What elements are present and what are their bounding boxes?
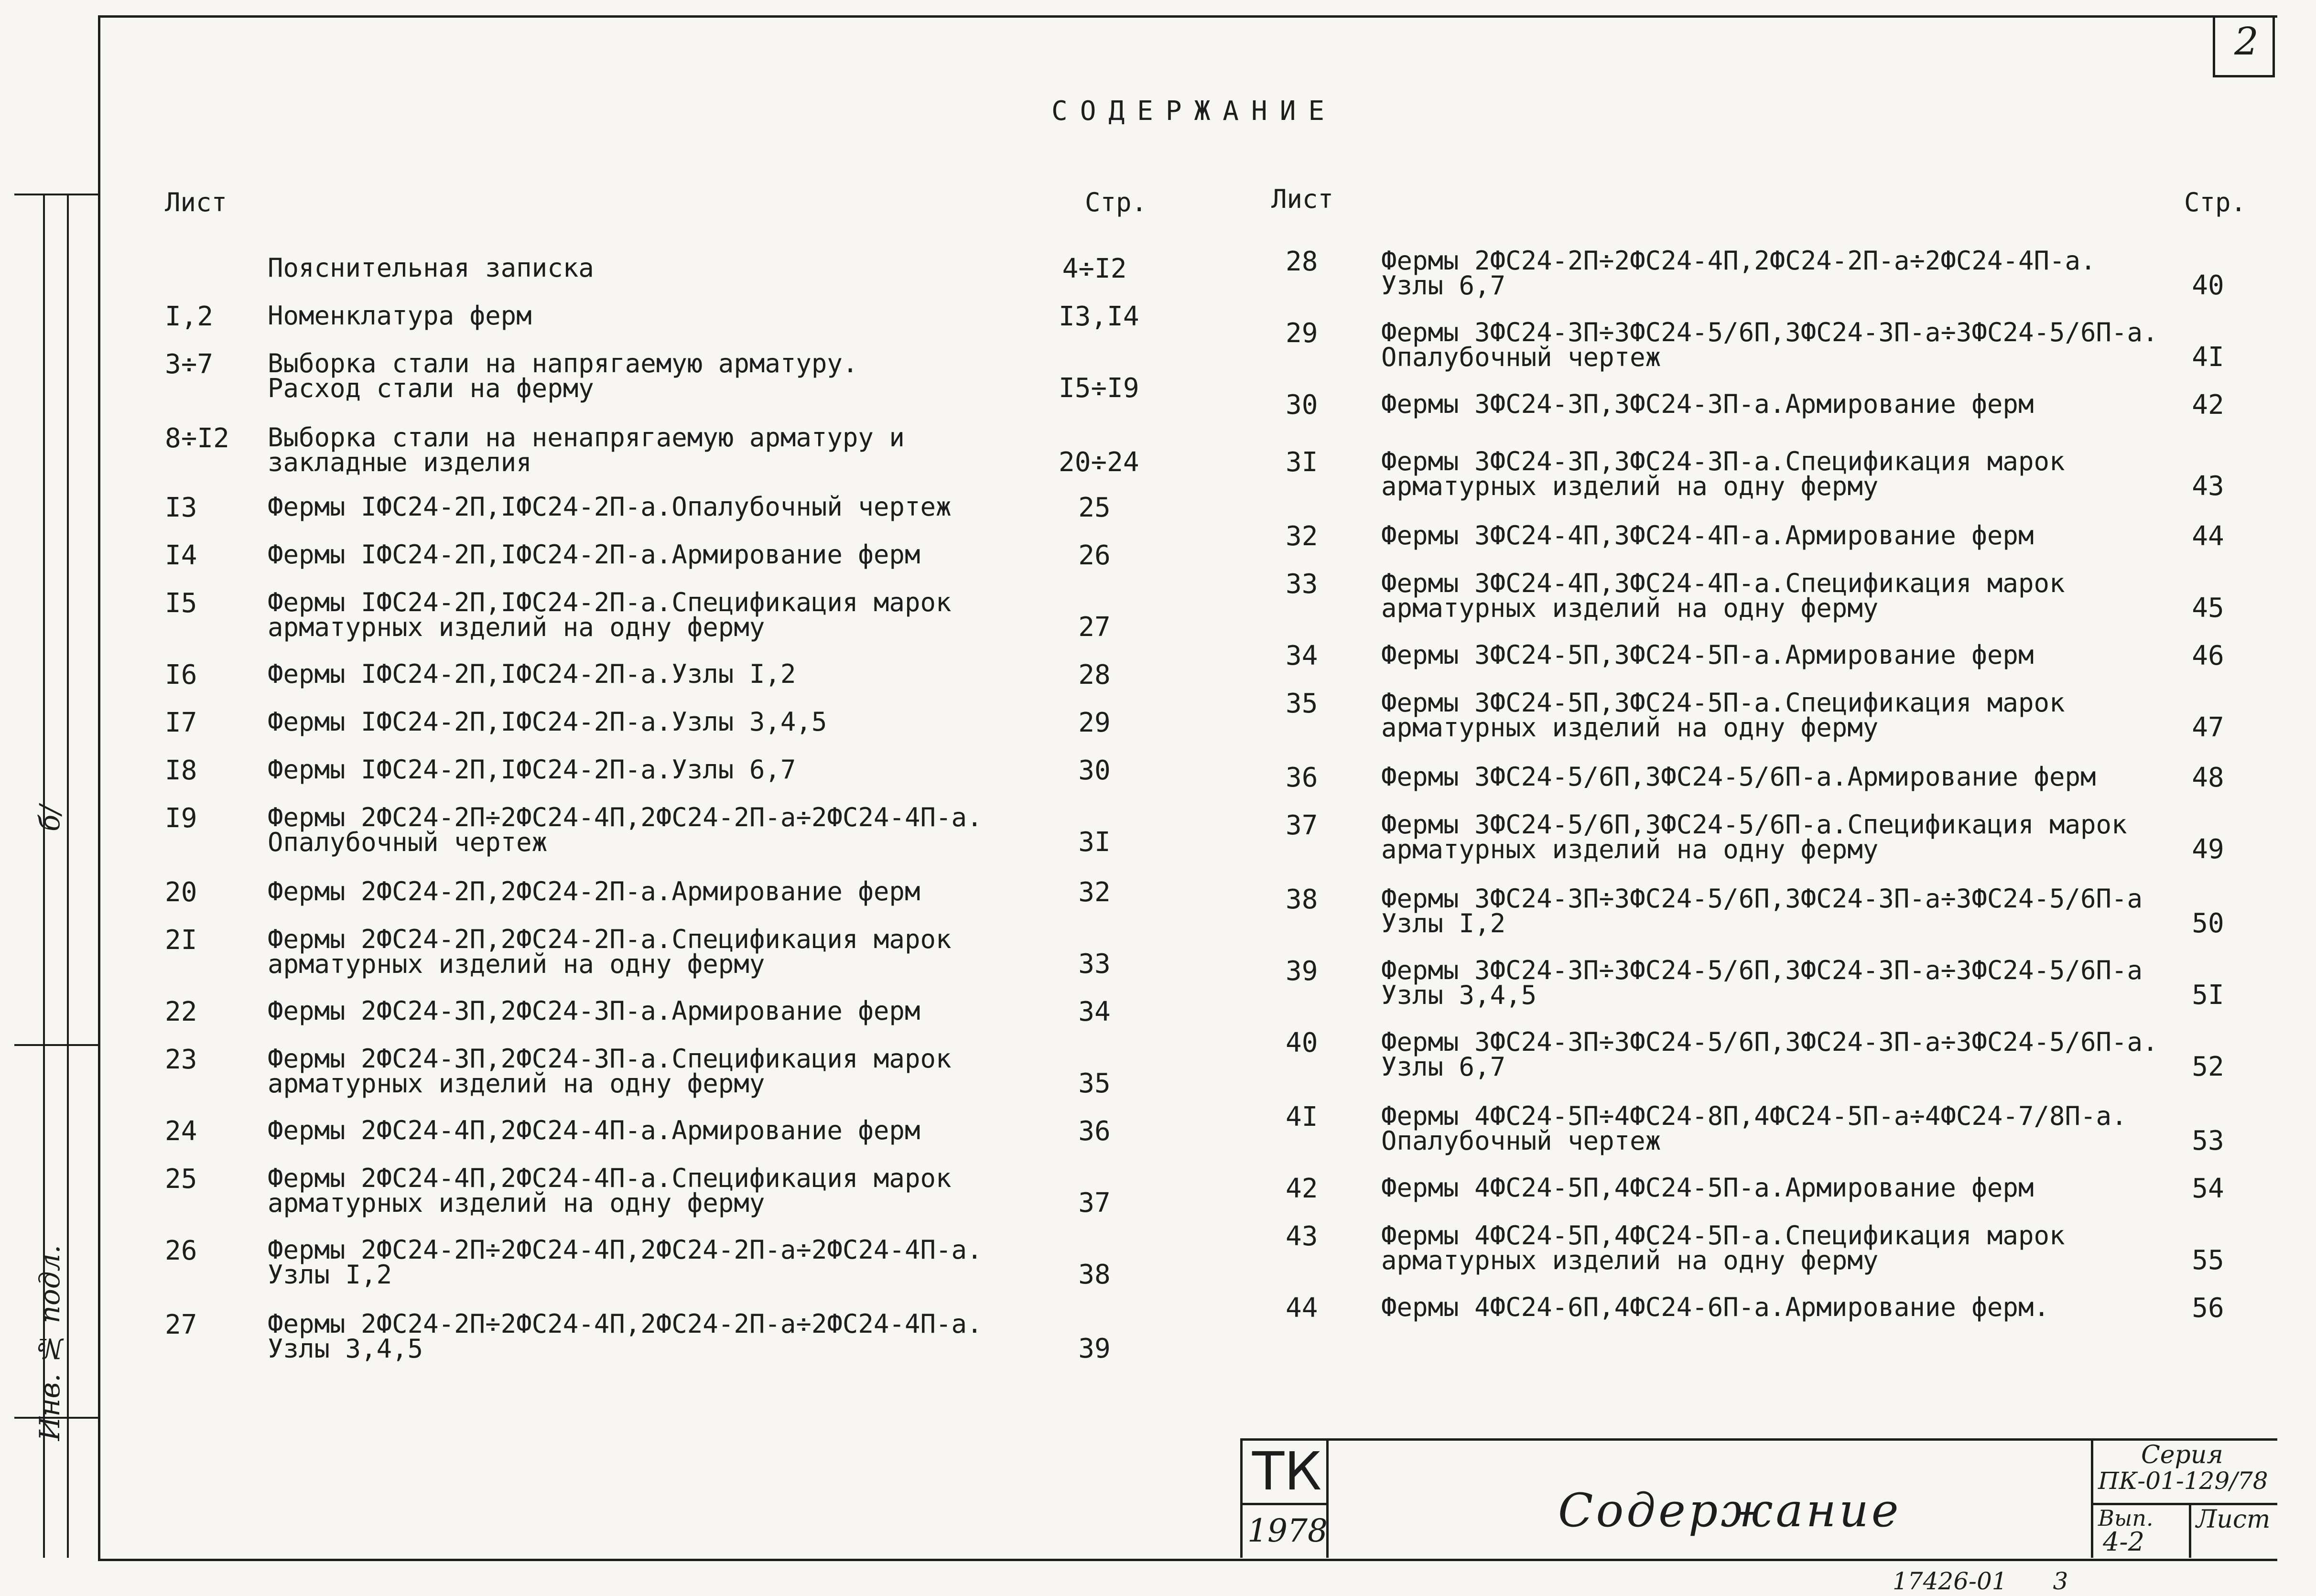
entry-page: 54 [2192,1173,2224,1204]
entry-title: Выборка стали на напрягаемую арматуру. Расход стали на ферму [268,348,858,403]
entry-title: Фермы 3ФС24-5П,3ФС24-5П-а.Спецификация марок арматурных изделий на одну ферму [1381,688,2065,743]
entry-title: Фермы 2ФС24-2П,2ФС24-2П-а.Армирование ферм [268,876,920,906]
entry-title: Фермы 2ФС24-2П,2ФС24-2П-а.Спецификация марок арматурных изделий на одну ферму [268,924,952,979]
entry-sheet-number: 27 [165,1309,197,1340]
entry-sheet-number: I5 [165,588,197,619]
entry-page: 27 [1078,612,1111,643]
entry-sheet-number: 25 [165,1164,197,1195]
sheet-label: Лист [2196,1505,2271,1534]
entry-title: Фермы IФС24-2П,IФС24-2П-а.Опалубочный чертеж [268,492,952,522]
entry-page: I5÷I9 [1059,373,1139,404]
entry-sheet-number: 36 [1286,762,1318,793]
entry-title: Фермы 3ФС24-3П÷3ФС24-5/6П,3ФС24-3П-а÷3ФС24-5/6П-а Узлы 3,4,5 [1381,955,2143,1010]
entry-sheet-number: 44 [1286,1293,1318,1324]
issue-label: Вып. [2098,1505,2154,1531]
entry-title: Фермы 4ФС24-5П,4ФС24-5П-а.Спецификация марок арматурных изделий на одну ферму [1381,1220,2065,1275]
entry-sheet-number: I9 [165,803,197,834]
series-value: ПК-01-129/78 [2098,1467,2268,1495]
entry-title: Фермы 3ФС24-3П,3ФС24-3П-а.Армирование ферм [1381,389,2034,419]
entry-title: Фермы 3ФС24-5П,3ФС24-5П-а.Армирование ферм [1381,640,2034,670]
entry-sheet-number: 24 [165,1116,197,1147]
entry-sheet-number: I,2 [165,301,214,332]
entry-sheet-number: 20 [165,877,197,908]
issue-value: 4-2 [2103,1527,2144,1557]
right-sheet-header: Лист [1271,184,1334,214]
entry-sheet-number: 39 [1286,956,1318,987]
entry-page: 29 [1078,707,1111,738]
entry-title: Фермы 3ФС24-4П,3ФС24-4П-а.Армирование ферм [1381,520,2034,550]
left-binding-strip [14,194,98,1558]
entry-sheet-number: 28 [1286,246,1318,277]
entry-title: Фермы 2ФС24-2П÷2ФС24-4П,2ФС24-2П-а÷2ФС24-4П-а. Узлы 6,7 [1381,246,2096,301]
entry-title: Выборка стали на ненапрягаемую арматуру и закладные изделия [268,422,905,477]
entry-sheet-number: 26 [165,1235,197,1266]
entry-sheet-number: 3÷7 [165,349,214,380]
left-page-header: Стр. [1085,187,1147,217]
entry-sheet-number: 35 [1286,688,1318,719]
entry-page: 49 [2192,834,2224,865]
entry-sheet-number: 3I [1286,447,1318,478]
entry-sheet-number: I4 [165,540,197,571]
entry-title: Фермы 2ФС24-2П÷2ФС24-4П,2ФС24-2П-а÷2ФС24-4П-а. Узлы I,2 [268,1235,983,1290]
entry-sheet-number: I6 [165,659,197,690]
entry-page: 28 [1078,659,1111,690]
year: 1978 [1247,1512,1328,1549]
inventory-side-label: Инв. № подл. [33,1245,66,1441]
entry-sheet-number: 30 [1286,389,1318,421]
entry-title: Фермы 3ФС24-3П÷3ФС24-5/6П,3ФС24-3П-а÷3ФС24-5/6П-а. Опалубочный чертеж [1381,317,2158,372]
entry-sheet-number: 43 [1286,1221,1318,1252]
series-label: Серия [2141,1441,2223,1469]
entry-page: 4÷I2 [1062,253,1127,284]
entry-title: Номенклатура ферм [268,301,532,331]
entry-sheet-number: I7 [165,707,197,738]
entry-sheet-number: 42 [1286,1173,1318,1204]
entry-sheet-number: 40 [1286,1027,1318,1058]
entry-page: 40 [2192,270,2224,301]
sheet-number: 2 [2234,19,2259,64]
entry-page: 43 [2192,471,2224,502]
entry-sheet-number: 4I [1286,1101,1318,1132]
entry-title: Фермы 4ФС24-5П,4ФС24-5П-а.Армирование ферм [1381,1173,2034,1203]
entry-page: 20÷24 [1059,447,1139,478]
entry-page: 47 [2192,712,2224,743]
entry-title: Фермы 3ФС24-5/6П,3ФС24-5/6П-а.Армирование ферм [1381,762,2096,792]
entry-title: Фермы 3ФС24-3П÷3ФС24-5/6П,3ФС24-3П-а÷3ФС24-5/6П-а. Узлы 6,7 [1381,1027,2158,1082]
entry-page: 46 [2192,640,2224,671]
entry-title: Фермы 2ФС24-3П,2ФС24-3П-а.Спецификация марок арматурных изделий на одну ферму [268,1044,952,1099]
entry-sheet-number: I8 [165,755,197,786]
entry-title: Фермы 3ФС24-3П,3ФС24-3П-а.Спецификация марок арматурных изделий на одну ферму [1381,446,2065,501]
title-block [1240,1438,2277,1558]
entry-title: Фермы IФС24-2П,IФС24-2П-а.Узлы 3,4,5 [268,707,827,737]
footer-inventory: 17426-01 3 [1893,1567,2068,1595]
entry-sheet-number: 2I [165,925,197,956]
entry-page: 45 [2192,593,2224,624]
entry-sheet-number: 29 [1286,318,1318,349]
entry-title: Фермы IФС24-2П,IФС24-2П-а.Узлы I,2 [268,659,796,689]
right-page-header: Стр. [2184,187,2247,217]
entry-page: 50 [2192,908,2224,939]
org-code: ТК [1252,1441,1322,1502]
entry-title: Фермы 3ФС24-4П,3ФС24-4П-а.Спецификация марок арматурных изделий на одну ферму [1381,568,2065,623]
left-sheet-header: Лист [165,187,227,217]
entry-title: Фермы 4ФС24-6П,4ФС24-6П-а.Армирование ферм. [1381,1292,2049,1322]
entry-page: 38 [1078,1259,1111,1290]
entry-title: Фермы 2ФС24-4П,2ФС24-4П-а.Спецификация марок арматурных изделий на одну ферму [268,1163,952,1218]
entry-page: 39 [1078,1333,1111,1364]
entry-page: 55 [2192,1245,2224,1276]
block-name: Содержание [1558,1484,1902,1537]
entry-page: 4I [2192,342,2224,373]
entry-page: 52 [2192,1051,2224,1082]
entry-page: 56 [2192,1293,2224,1324]
entry-sheet-number: 37 [1286,810,1318,841]
entry-page: 5I [2192,980,2224,1011]
entry-page: 26 [1078,540,1111,571]
entry-sheet-number: 8÷I2 [165,423,229,454]
entry-sheet-number: 23 [165,1044,197,1075]
entry-title: Фермы 4ФС24-5П÷4ФС24-8П,4ФС24-5П-а÷4ФС24-7/8П-а. Опалубочный чертеж [1381,1101,2127,1156]
page-title: СОДЕРЖАНИЕ [1051,96,1337,127]
entry-page: 3I [1078,827,1111,858]
entry-title: Пояснительная записка [268,253,594,283]
entry-page: 48 [2192,762,2224,793]
entry-sheet-number: 33 [1286,569,1318,600]
entry-sheet-number: 34 [1286,640,1318,671]
entry-title: Фермы 2ФС24-2П÷2ФС24-4П,2ФС24-2П-а÷2ФС24-4П-а. Опалубочный чертеж [268,802,983,857]
entry-title: Фермы IФС24-2П,IФС24-2П-а.Армирование ферм [268,539,920,570]
entry-title: Фермы 3ФС24-5/6П,3ФС24-5/6П-а.Спецификация марок арматурных изделий на одну ферму [1381,809,2127,864]
entry-page: 37 [1078,1187,1111,1219]
entry-title: Фермы 2ФС24-4П,2ФС24-4П-а.Армирование ферм [268,1115,920,1145]
entry-page: 35 [1078,1068,1111,1099]
entry-sheet-number: I3 [165,492,197,523]
entry-sheet-number: 22 [165,996,197,1027]
entry-page: 44 [2192,521,2224,552]
entry-page: 53 [2192,1125,2224,1156]
entry-sheet-number: 38 [1286,884,1318,915]
entry-page: 36 [1078,1116,1111,1147]
entry-title: Фермы IФС24-2П,IФС24-2П-а.Спецификация марок арматурных изделий на одну ферму [268,587,952,642]
side-signature: б/ [33,805,66,831]
entry-page: 42 [2192,389,2224,421]
entry-title: Фермы 2ФС24-3П,2ФС24-3П-а.Армирование ферм [268,996,920,1026]
entry-title: Фермы IФС24-2П,IФС24-2П-а.Узлы 6,7 [268,755,796,785]
entry-page: 30 [1078,755,1111,786]
entry-sheet-number: 32 [1286,521,1318,552]
entry-page: 25 [1078,492,1111,523]
entry-page: I3,I4 [1059,301,1139,332]
entry-title: Фермы 3ФС24-3П÷3ФС24-5/6П,3ФС24-3П-а÷3ФС24-5/6П-а Узлы I,2 [1381,884,2143,938]
entry-page: 33 [1078,949,1111,980]
entry-page: 32 [1078,877,1111,908]
entry-title: Фермы 2ФС24-2П÷2ФС24-4П,2ФС24-2П-а÷2ФС24-4П-а. Узлы 3,4,5 [268,1309,983,1364]
entry-page: 34 [1078,996,1111,1027]
